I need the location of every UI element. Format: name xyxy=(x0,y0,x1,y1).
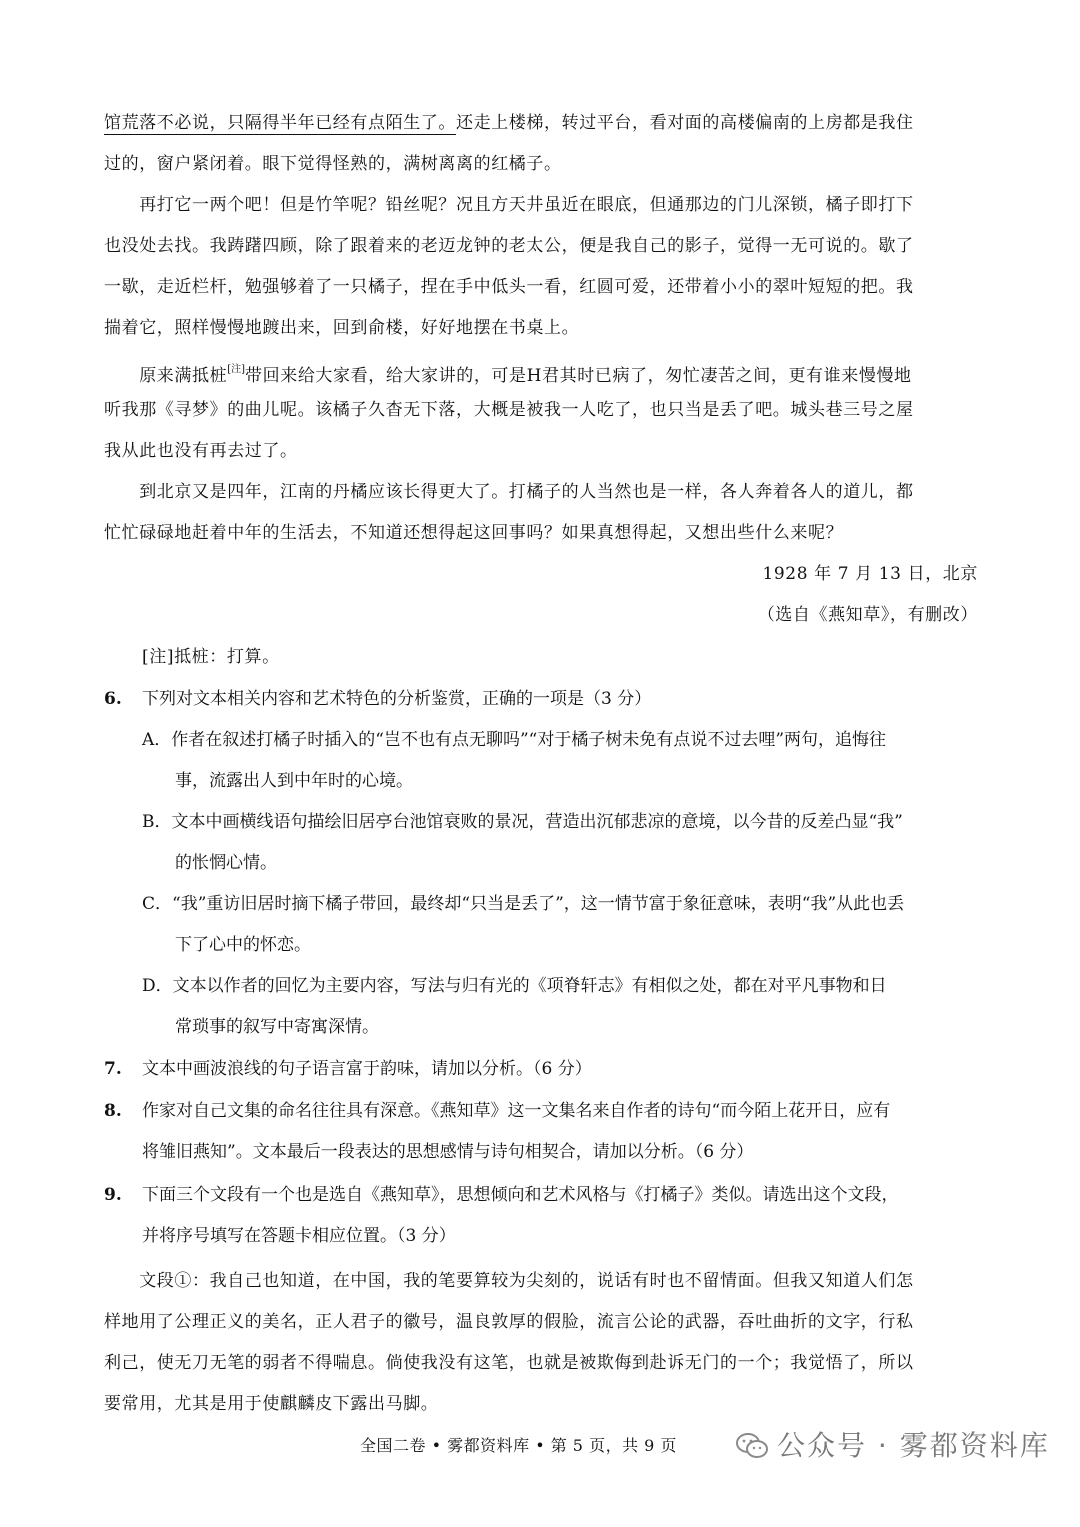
option-c-line-2: 下了心中的怀恋。 xyxy=(175,935,311,955)
wechat-icon xyxy=(735,1432,769,1460)
option-c-line-1: C．“我”重访旧居时摘下橘子带回，最终却“只当是丢了”，这一情节富于象征意味，表明“我”从此也丢 xyxy=(142,894,905,914)
excerpt-1-line-3: 利己，使无刀无笔的弱者不得喘息。倘使我没有这笔，也就是被欺侮到赴诉无门的一个；我觉悟了，所以 xyxy=(104,1353,914,1373)
option-b-line-1: B．文本中画横线语句描绘旧居亭台池馆衰败的景况，营造出沉郁悲凉的意境，以今昔的反差凸显“我” xyxy=(142,812,903,832)
question-7-number: 7. xyxy=(104,1059,122,1079)
option-a-line-1: A．作者在叙述打橘子时插入的“岂不也有点无聊吗”“对于橘子树未免有点说不过去哩”两句，追悔往 xyxy=(142,730,887,750)
option-d-line-2: 常琐事的叙写中寄寓深情。 xyxy=(175,1017,379,1037)
paragraph-3-line-2: 听我那《寻梦》的曲儿呢。该橘子久杳无下落，大概是被我一人吃了，也只当是丢了吧。城头巷三号之屋 xyxy=(104,400,914,420)
paragraph-2-line-4: 揣着它，照样慢慢地踱出来，回到俞楼，好好地摆在书桌上。 xyxy=(104,318,580,338)
page-info: 全国二卷 • 雾都资料库 • 第 5 页，共 9 页 xyxy=(360,1436,677,1455)
watermark-text: 公众号 · 雾都资料库 xyxy=(777,1429,1050,1462)
paragraph-2-line-2: 也没处去找。我踌躇四顾，除了跟着来的老迈龙钟的老太公，便是我自己的影子，觉得一无可说的。歇了 xyxy=(104,236,914,256)
paragraph-4-line-1: 到北京又是四年，江南的丹橘应该长得更大了。打橘子的人当然也是一样，各人奔着各人的道儿，都 xyxy=(104,482,914,502)
question-8-line-1: 作家对自己文集的命名往往具有深意。《燕知草》这一文集名来自作者的诗句“而今陌上花开日，应有 xyxy=(142,1101,891,1121)
dateline: 1928 年 7 月 13 日，北京 xyxy=(762,564,978,584)
excerpt-1-line-2: 样地用了公理正义的美名，正人君子的徽号，温良敦厚的假脸，流言公论的武器，吞吐曲折的文字，行私 xyxy=(104,1312,914,1332)
underlined-sentence: 馆荒落不必说，只隔得半年已经有点陌生了。 xyxy=(104,113,456,133)
question-9-number: 9. xyxy=(104,1185,122,1205)
paragraph-4-line-2: 忙忙碌碌地赶着中年的生活去，不知道还想得起这回事吗？如果真想得起，又想出些什么来呢？ xyxy=(104,523,844,543)
paragraph-1-line-1: 馆荒落不必说，只隔得半年已经有点陌生了。还走上楼梯，转过平台，看对面的高楼偏南的上房都是我住 xyxy=(104,113,914,133)
paragraph-1-line-2: 过的，窗户紧闭着。眼下觉得怪熟的，满树离离的红橘子。 xyxy=(104,154,562,174)
paragraph-2-line-3: 一歇，走近栏杆，勉强够着了一只橘子，捏在手中低头一看，红圆可爱，还带着小小的翠叶短短的把。我 xyxy=(104,277,914,297)
paragraph-3-line-3: 我从此也没有再去过了。 xyxy=(104,441,298,461)
footnote-marker: [注] xyxy=(227,364,246,375)
option-b-line-2: 的怅惘心情。 xyxy=(175,853,277,873)
page-footer xyxy=(0,1426,1080,1466)
footnote: [注]抵桩：打算。 xyxy=(142,647,280,667)
option-d-line-1: D．文本以作者的回忆为主要内容，写法与归有光的《项脊轩志》有相似之处，都在对平凡事物和日 xyxy=(142,976,887,996)
excerpt-1-line-1: 文段①：我自己也知道，在中国，我的笔要算较为尖刻的，说话有时也不留情面。但我又知道人们怎 xyxy=(104,1271,914,1291)
question-7-stem: 文本中画波浪线的句子语言富于韵味，请加以分析。（6 分） xyxy=(142,1059,592,1079)
paragraph-2-line-1: 再打它一两个吧！但是竹竿呢？铅丝呢？况且方天井虽近在眼底，但通那边的门儿深锁，橘子即打下 xyxy=(104,195,914,215)
question-8-line-2: 将雏旧燕知”。文本最后一段表达的思想感情与诗句相契合，请加以分析。（6 分） xyxy=(142,1142,754,1162)
question-9-line-1: 下面三个文段有一个也是选自《燕知草》，思想倾向和艺术风格与《打橘子》类似。请选出这个文段， xyxy=(142,1185,899,1205)
source-citation: （选自《燕知草》，有删改） xyxy=(757,605,978,625)
watermark xyxy=(735,1426,1050,1466)
option-a-line-2: 事，流露出人到中年时的心境。 xyxy=(175,771,413,791)
question-8-number: 8. xyxy=(104,1101,122,1121)
question-9-line-2: 并将序号填写在答题卡相应位置。（3 分） xyxy=(142,1226,456,1246)
question-6-number: 6. xyxy=(104,689,122,709)
paragraph-3-line-1: 原来满抵桩[注]带回来给大家看，给大家讲的，可是H君其时已病了，匆忙凄苦之间，更有谁来慢慢地 xyxy=(104,364,912,386)
excerpt-1-line-4: 要常用，尤其是用于使麒麟皮下露出马脚。 xyxy=(104,1394,439,1414)
question-6-stem: 下列对文本相关内容和艺术特色的分析鉴赏，正确的一项是（3 分） xyxy=(142,689,652,709)
